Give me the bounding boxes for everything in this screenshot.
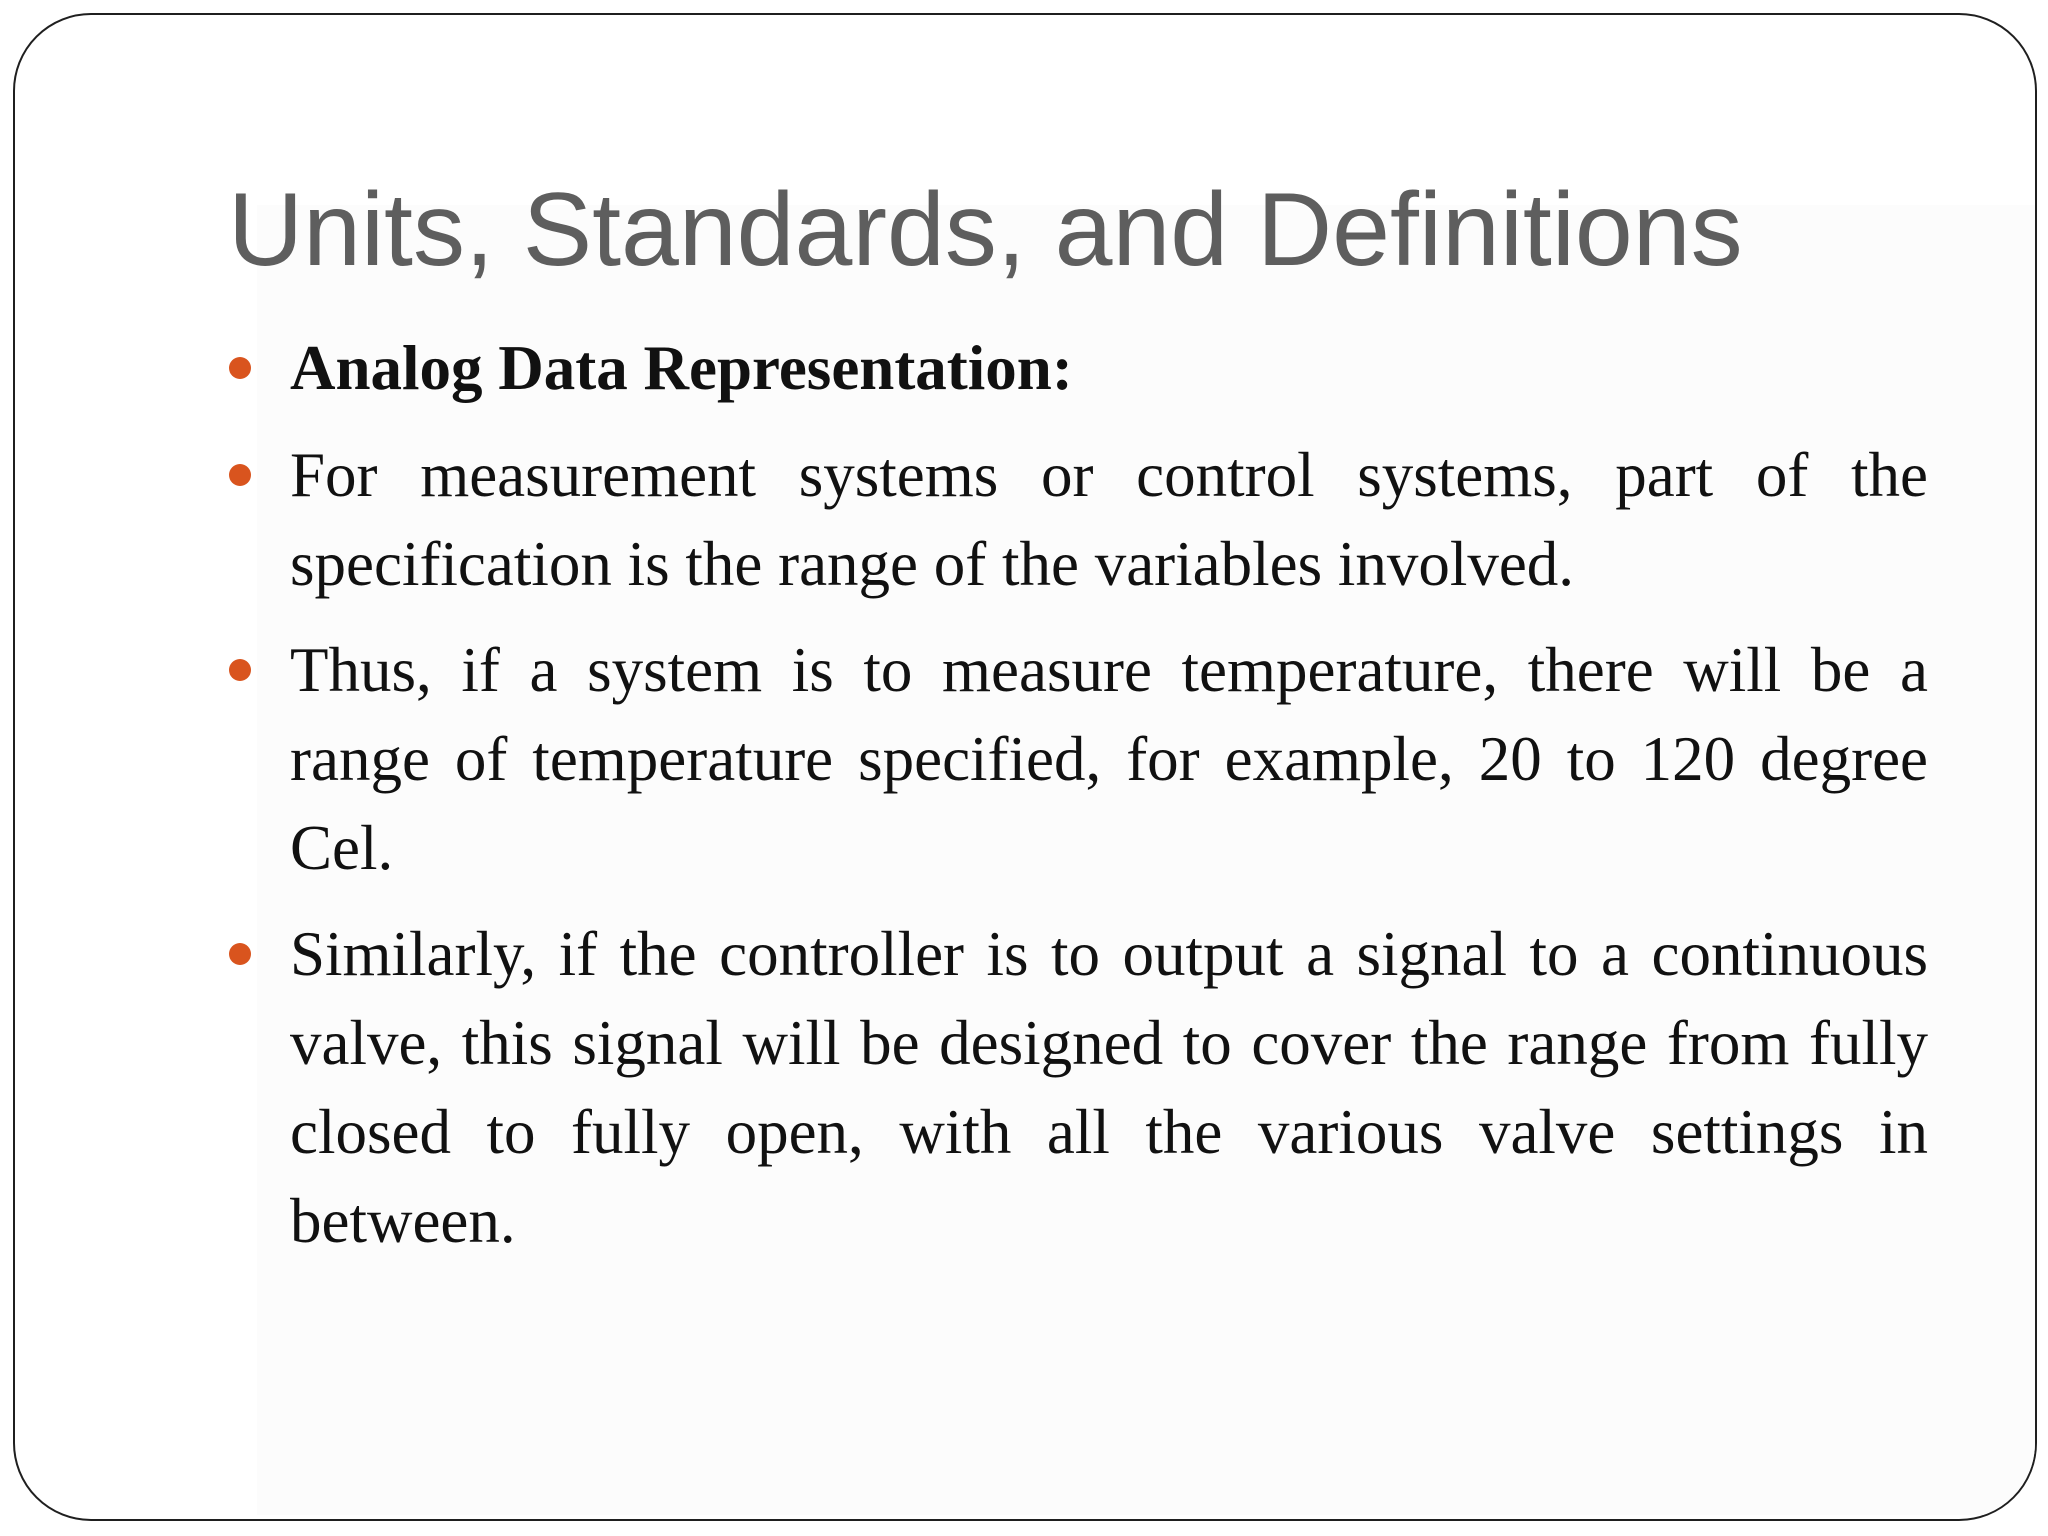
bullet-dot-icon — [229, 943, 251, 965]
bullet-dot-icon — [229, 357, 251, 379]
slide-title: Units, Standards, and Definitions — [228, 172, 1743, 288]
bullet-text: Analog Data Representation: — [290, 333, 1073, 403]
bullet-text: For measurement systems or control systems, part of the specification is the range of the variables involved. — [290, 440, 1928, 599]
bullet-text: Thus, if a system is to measure temperature, there will be a range of temperature specified, for example, 20 to 120 degree Cel. — [290, 635, 1928, 883]
bullet-text: Similarly, if the controller is to output a signal to a continuous valve, this signal will be designed to cover the range from fully closed to fully open, with all the various valve settings in between. — [290, 919, 1928, 1256]
bullet-dot-icon — [229, 464, 251, 486]
bullet-item-valve — [290, 910, 1928, 1266]
bullet-list — [290, 324, 1928, 1283]
bullet-dot-icon — [229, 659, 251, 681]
bullet-item-specification — [290, 431, 1928, 609]
bullet-item-heading — [290, 324, 1928, 413]
bullet-item-temperature — [290, 626, 1928, 893]
